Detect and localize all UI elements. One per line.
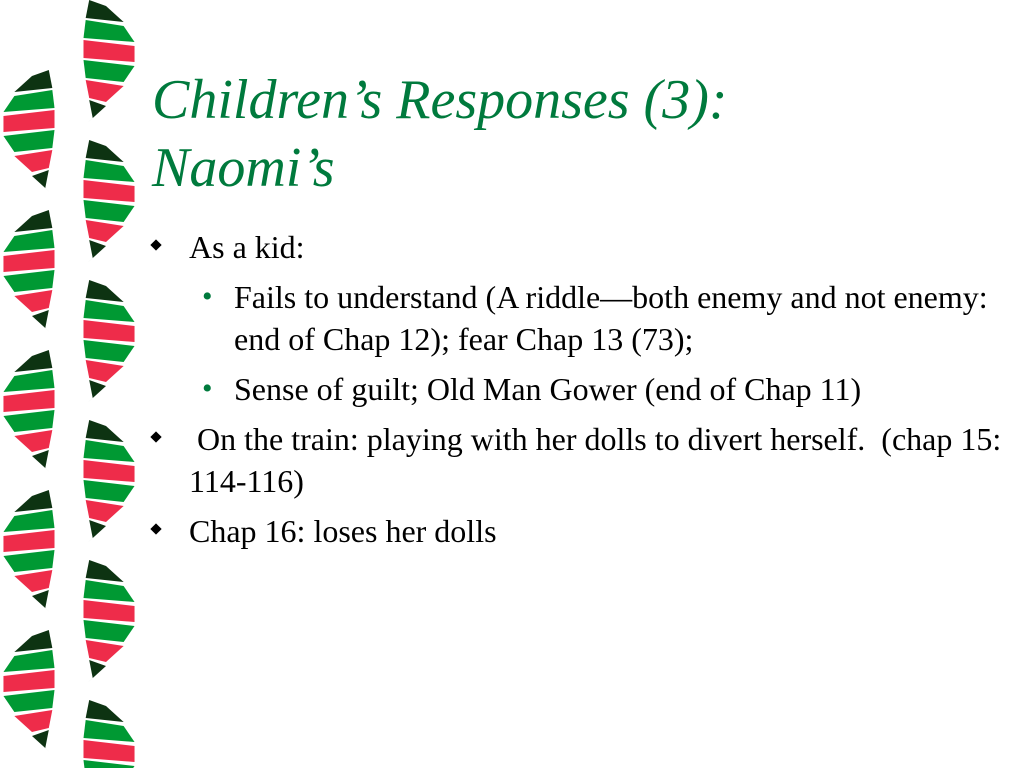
ribbon-band (14, 290, 52, 312)
ribbon-band (14, 710, 52, 732)
ribbon-band (83, 480, 134, 502)
ribbon-band (14, 630, 52, 652)
diamond-bullet-icon (150, 523, 161, 534)
ribbon-band (32, 730, 50, 752)
bullet-text: Chap 16: loses her dolls (189, 513, 497, 549)
ribbon-band (83, 160, 134, 182)
ribbon-band (83, 720, 134, 742)
ribbon-band (3, 250, 54, 272)
ribbon-band (83, 300, 134, 322)
ribbon-band (3, 230, 54, 252)
ribbon-band (14, 150, 52, 172)
ribbon-band (3, 670, 54, 692)
ribbon-band (83, 20, 134, 42)
ribbon-segment (3, 630, 54, 752)
ribbon-segment (83, 560, 134, 682)
ribbon-band (88, 660, 106, 682)
ribbon-band (86, 420, 124, 442)
sub-bullet-item (152, 276, 1012, 360)
diamond-bullet-icon (150, 239, 161, 250)
bullet-text: As a kid: (189, 229, 305, 265)
ribbon-band (88, 380, 106, 402)
ribbon-segment (83, 140, 134, 262)
ribbon-band (86, 140, 124, 162)
decorative-border (0, 0, 140, 768)
ribbon-band (83, 320, 134, 342)
ribbon-segment (83, 0, 134, 122)
ribbon-band (83, 580, 134, 602)
ribbon-segment (83, 280, 134, 402)
ribbon-band (3, 90, 54, 112)
ribbon-band (83, 200, 134, 222)
ribbon-band (14, 490, 52, 512)
ribbon-band (83, 40, 134, 62)
ribbon-band (3, 650, 54, 672)
ribbon-band (86, 700, 124, 722)
ribbon-band (83, 460, 134, 482)
ribbon-band (32, 450, 50, 472)
ribbon-segment (3, 350, 54, 472)
ribbon-band (86, 500, 124, 522)
title-line-1: Children’s Responses (3): (152, 69, 728, 131)
dot-bullet-icon: • (202, 372, 213, 405)
ribbon-band (14, 430, 52, 452)
ribbon-band (86, 80, 124, 102)
sub-bullet-text: Sense of guilt; Old Man Gower (end of Chap 11) (234, 371, 862, 407)
bullet-item (152, 226, 1012, 268)
dot-bullet-icon: • (202, 280, 213, 313)
bullet-list (152, 226, 1012, 560)
ribbon-band (3, 690, 54, 712)
ribbon-band (3, 110, 54, 132)
ribbon-band (83, 600, 134, 622)
ribbon-segment (83, 700, 134, 768)
ribbon-segment (3, 70, 54, 192)
ribbon-band (86, 0, 124, 22)
ribbon-band (3, 530, 54, 552)
ribbon-segment (3, 490, 54, 612)
ribbon-band (3, 410, 54, 432)
title-line-2: Naomi’s (152, 137, 335, 199)
ribbon-band (86, 360, 124, 382)
ribbon-band (3, 550, 54, 572)
ribbon-band (83, 60, 134, 82)
ribbon-band (86, 280, 124, 302)
ribbon-band (3, 510, 54, 532)
bullet-item (152, 510, 1012, 552)
ribbon-band (88, 240, 106, 262)
ribbon-band (83, 440, 134, 462)
ribbon-band (3, 370, 54, 392)
diamond-bullet-icon (150, 431, 161, 442)
ribbon-band (3, 130, 54, 152)
ribbon-band (14, 570, 52, 592)
ribbon-band (88, 100, 106, 122)
ribbon-band (83, 620, 134, 642)
ribbon-band (14, 70, 52, 92)
ribbon-band (86, 640, 124, 662)
ribbon-band (14, 210, 52, 232)
ribbon-band (32, 310, 50, 332)
ribbon-band (83, 180, 134, 202)
bullet-item (152, 418, 1012, 502)
ribbon-segment (3, 210, 54, 332)
ribbon-band (88, 520, 106, 542)
slide-title (152, 66, 992, 202)
ribbon-band (3, 390, 54, 412)
ribbon-band (86, 220, 124, 242)
ribbon-band (32, 170, 50, 192)
ribbon-band (83, 740, 134, 762)
bullet-text: On the train: playing with her dolls to divert herself. (chap 15: 114-116) (189, 421, 1010, 499)
ribbon-segment (83, 420, 134, 542)
ribbon-band (14, 350, 52, 372)
ribbon-band (32, 590, 50, 612)
sub-bullet-item (152, 368, 1012, 410)
ribbon-band (83, 340, 134, 362)
ribbon-band (86, 560, 124, 582)
ribbon-band (3, 270, 54, 292)
sub-bullet-text: Fails to understand (A riddle—both enemy and not enemy: end of Chap 12); fear Chap 13 (73); (234, 279, 988, 357)
